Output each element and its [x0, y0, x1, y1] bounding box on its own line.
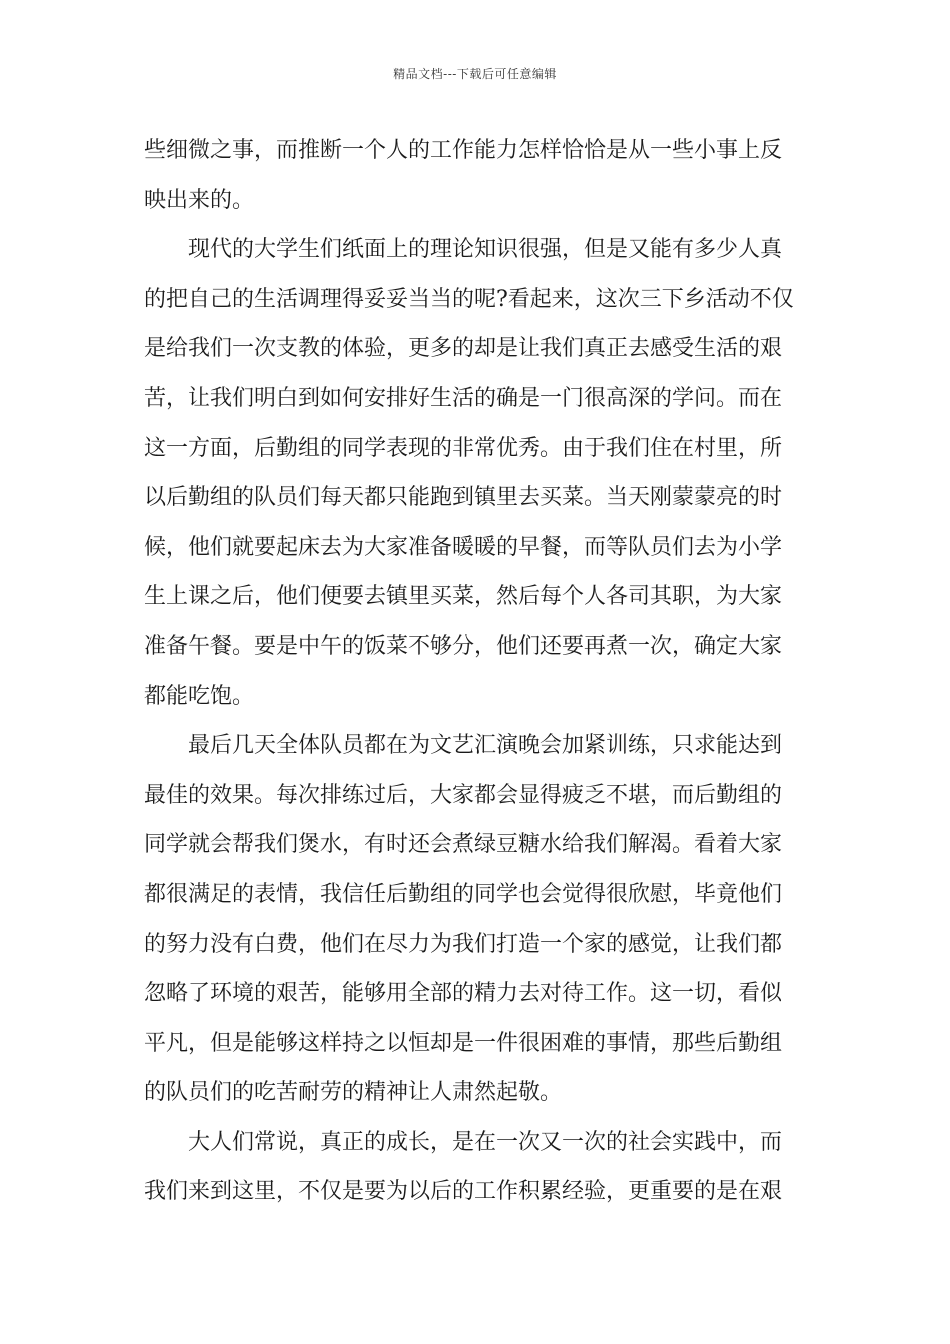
paragraph-line: 以后勤组的队员们每天都只能跑到镇里去买菜。当天刚蒙蒙亮的时 — [144, 485, 783, 511]
paragraph-line: 现代的大学生们纸面上的理论知识很强，但是又能有多少人真 — [188, 237, 783, 263]
paragraph-line: 最佳的效果。每次排练过后，大家都会显得疲乏不堪，而后勤组的 — [144, 782, 783, 808]
paragraph-line: 都能吃饱。 — [144, 683, 255, 709]
page-header: 精品文档---下载后可任意编辑 — [393, 67, 557, 81]
paragraph — [144, 126, 810, 225]
document-body — [144, 126, 810, 1217]
paragraph-line: 最后几天全体队员都在为文艺汇演晚会加紧训练，只求能达到 — [188, 733, 783, 759]
paragraph-line: 生上课之后，他们便要去镇里买菜，然后每个人各司其职，为大家 — [144, 584, 783, 610]
paragraph — [144, 225, 810, 721]
paragraph-line: 的把自己的生活调理得妥妥当当的呢?看起来，这次三下乡活动不仅 — [144, 286, 794, 312]
paragraph-line: 同学就会帮我们煲水，有时还会煮绿豆糖水给我们解渴。看着大家 — [144, 832, 783, 858]
paragraph-line: 的努力没有白费，他们在尽力为我们打造一个家的感觉，让我们都 — [144, 931, 783, 957]
paragraph-line: 苦，让我们明白到如何安排好生活的确是一门很高深的学问。而在 — [144, 385, 783, 411]
paragraph-line: 的队员们的吃苦耐劳的精神让人肃然起敬。 — [144, 1080, 563, 1106]
paragraph-line: 是给我们一次支教的体验，更多的却是让我们真正去感受生活的艰 — [144, 336, 783, 362]
paragraph-line: 这一方面，后勤组的同学表现的非常优秀。由于我们住在村里，所 — [144, 435, 783, 461]
paragraph-line: 我们来到这里，不仅是要为以后的工作积累经验，更重要的是在艰 — [144, 1179, 783, 1205]
paragraph-line: 映出来的。 — [144, 187, 255, 213]
paragraph-line: 忽略了环境的艰苦，能够用全部的精力去对待工作。这一切，看似 — [144, 981, 783, 1007]
paragraph-line: 平凡，但是能够这样持之以恒却是一件很困难的事情，那些后勤组 — [144, 1030, 783, 1056]
paragraph-line: 些细微之事，而推断一个人的工作能力怎样恰恰是从一些小事上反 — [144, 138, 783, 163]
paragraph — [144, 1118, 810, 1217]
paragraph — [144, 721, 810, 1118]
paragraph-line: 大人们常说，真正的成长，是在一次又一次的社会实践中，而 — [188, 1129, 783, 1155]
paragraph-line: 候，他们就要起床去为大家准备暖暖的早餐，而等队员们去为小学 — [144, 534, 783, 560]
paragraph-line: 都很满足的表情，我信任后勤组的同学也会觉得很欣慰，毕竟他们 — [144, 881, 783, 907]
paragraph-line: 准备午餐。要是中午的饭菜不够分，他们还要再煮一次，确定大家 — [144, 633, 783, 659]
